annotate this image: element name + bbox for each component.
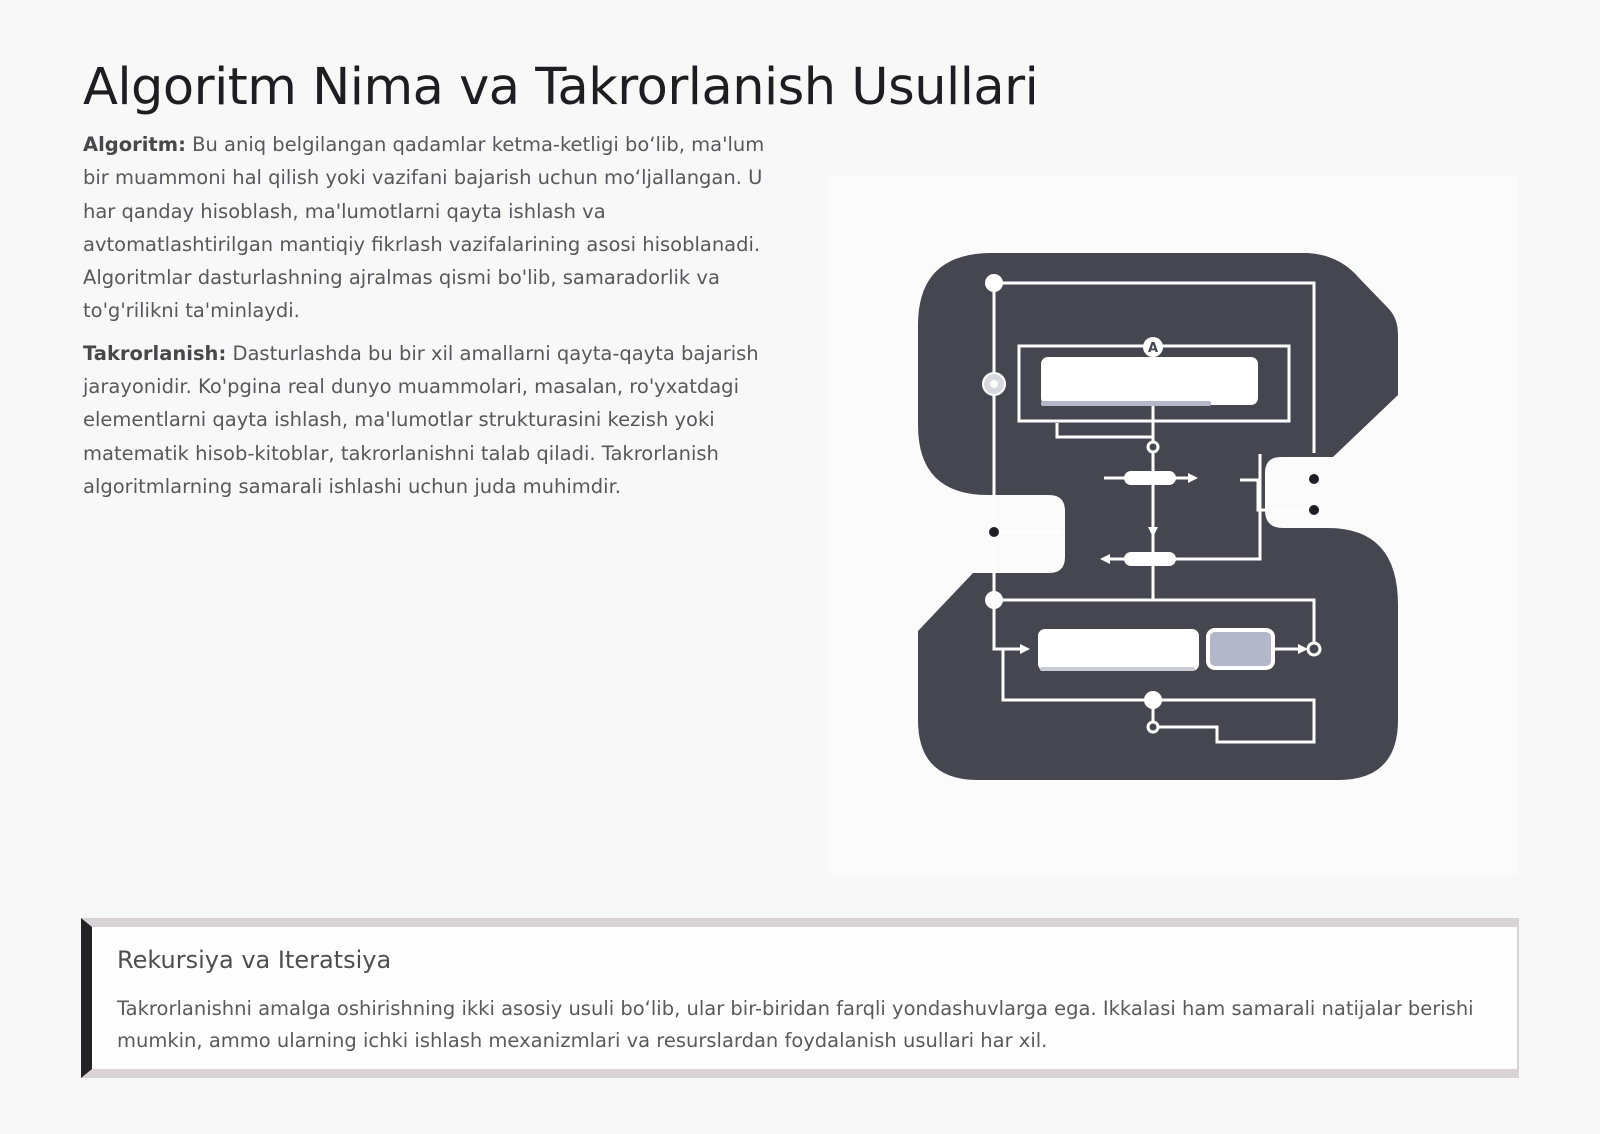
- algorithm-term: Algoritm:: [83, 133, 186, 156]
- algorithm-definition: Bu aniq belgilangan qadamlar ketma-ketligi bo‘lib, ma'lum bir muammoni hal qilish yoki vazifani bajarish uchun mo‘ljallangan. U har qanday hisoblash, ma'lumotlarni qayta ishlash va avtomatlashtirilgan mantiqiy fikrlash vazifalarining asosi hisoblanadi. Algoritmlar dasturlashning ajralmas qismi bo'lib, samaradorlik va to'g'rilikni ta'minlaydi.: [83, 133, 765, 323]
- algorithm-paragraph: [83, 128, 783, 328]
- node-label-a: A: [1147, 341, 1159, 356]
- iteration-definition: Dasturlashda bu bir xil amallarni qayta-qayta bajarish jarayonidir. Ko'pgina real dunyo muammolari, masalan, ro'yxatdagi elementlarni qayta ishlash, ma'lumotlar strukturasini kezish yoki matematik hisob-kitoblar, takrorlanishni talab qiladi. Takrorlanish algoritmlarning samarali ishlashi uchun juda muhimdir.: [83, 341, 759, 498]
- decision-bar-2: [1124, 552, 1176, 566]
- callout-body: Takrorlanishni amalga oshirishning ikki asosiy usuli bo‘lib, ular bir-biridan farqli yondashuvlarga ega. Ikkalasi ham samarali natijalar berishi mumkin, ammo ularning ichki ishlash mexanizmlari va resurslardan foydalanish usullari har xil.: [117, 997, 1474, 1052]
- iteration-term: Takrorlanish:: [83, 341, 227, 365]
- intro-text: [83, 128, 783, 512]
- algorithm-illustration: [828, 175, 1518, 875]
- info-callout: [81, 918, 1519, 1078]
- iteration-paragraph: [83, 337, 783, 503]
- algorithm-flowchart-icon: [828, 175, 1518, 875]
- decision-bar-1: [1124, 471, 1176, 485]
- process-block-top: [1041, 357, 1258, 405]
- page-title: Algoritm Nima va Takrorlanish Usullari: [83, 58, 1039, 117]
- callout-title: Rekursiya va Iteratsiya: [117, 946, 392, 974]
- output-block: [1208, 630, 1273, 668]
- process-block-bottom: [1038, 629, 1199, 671]
